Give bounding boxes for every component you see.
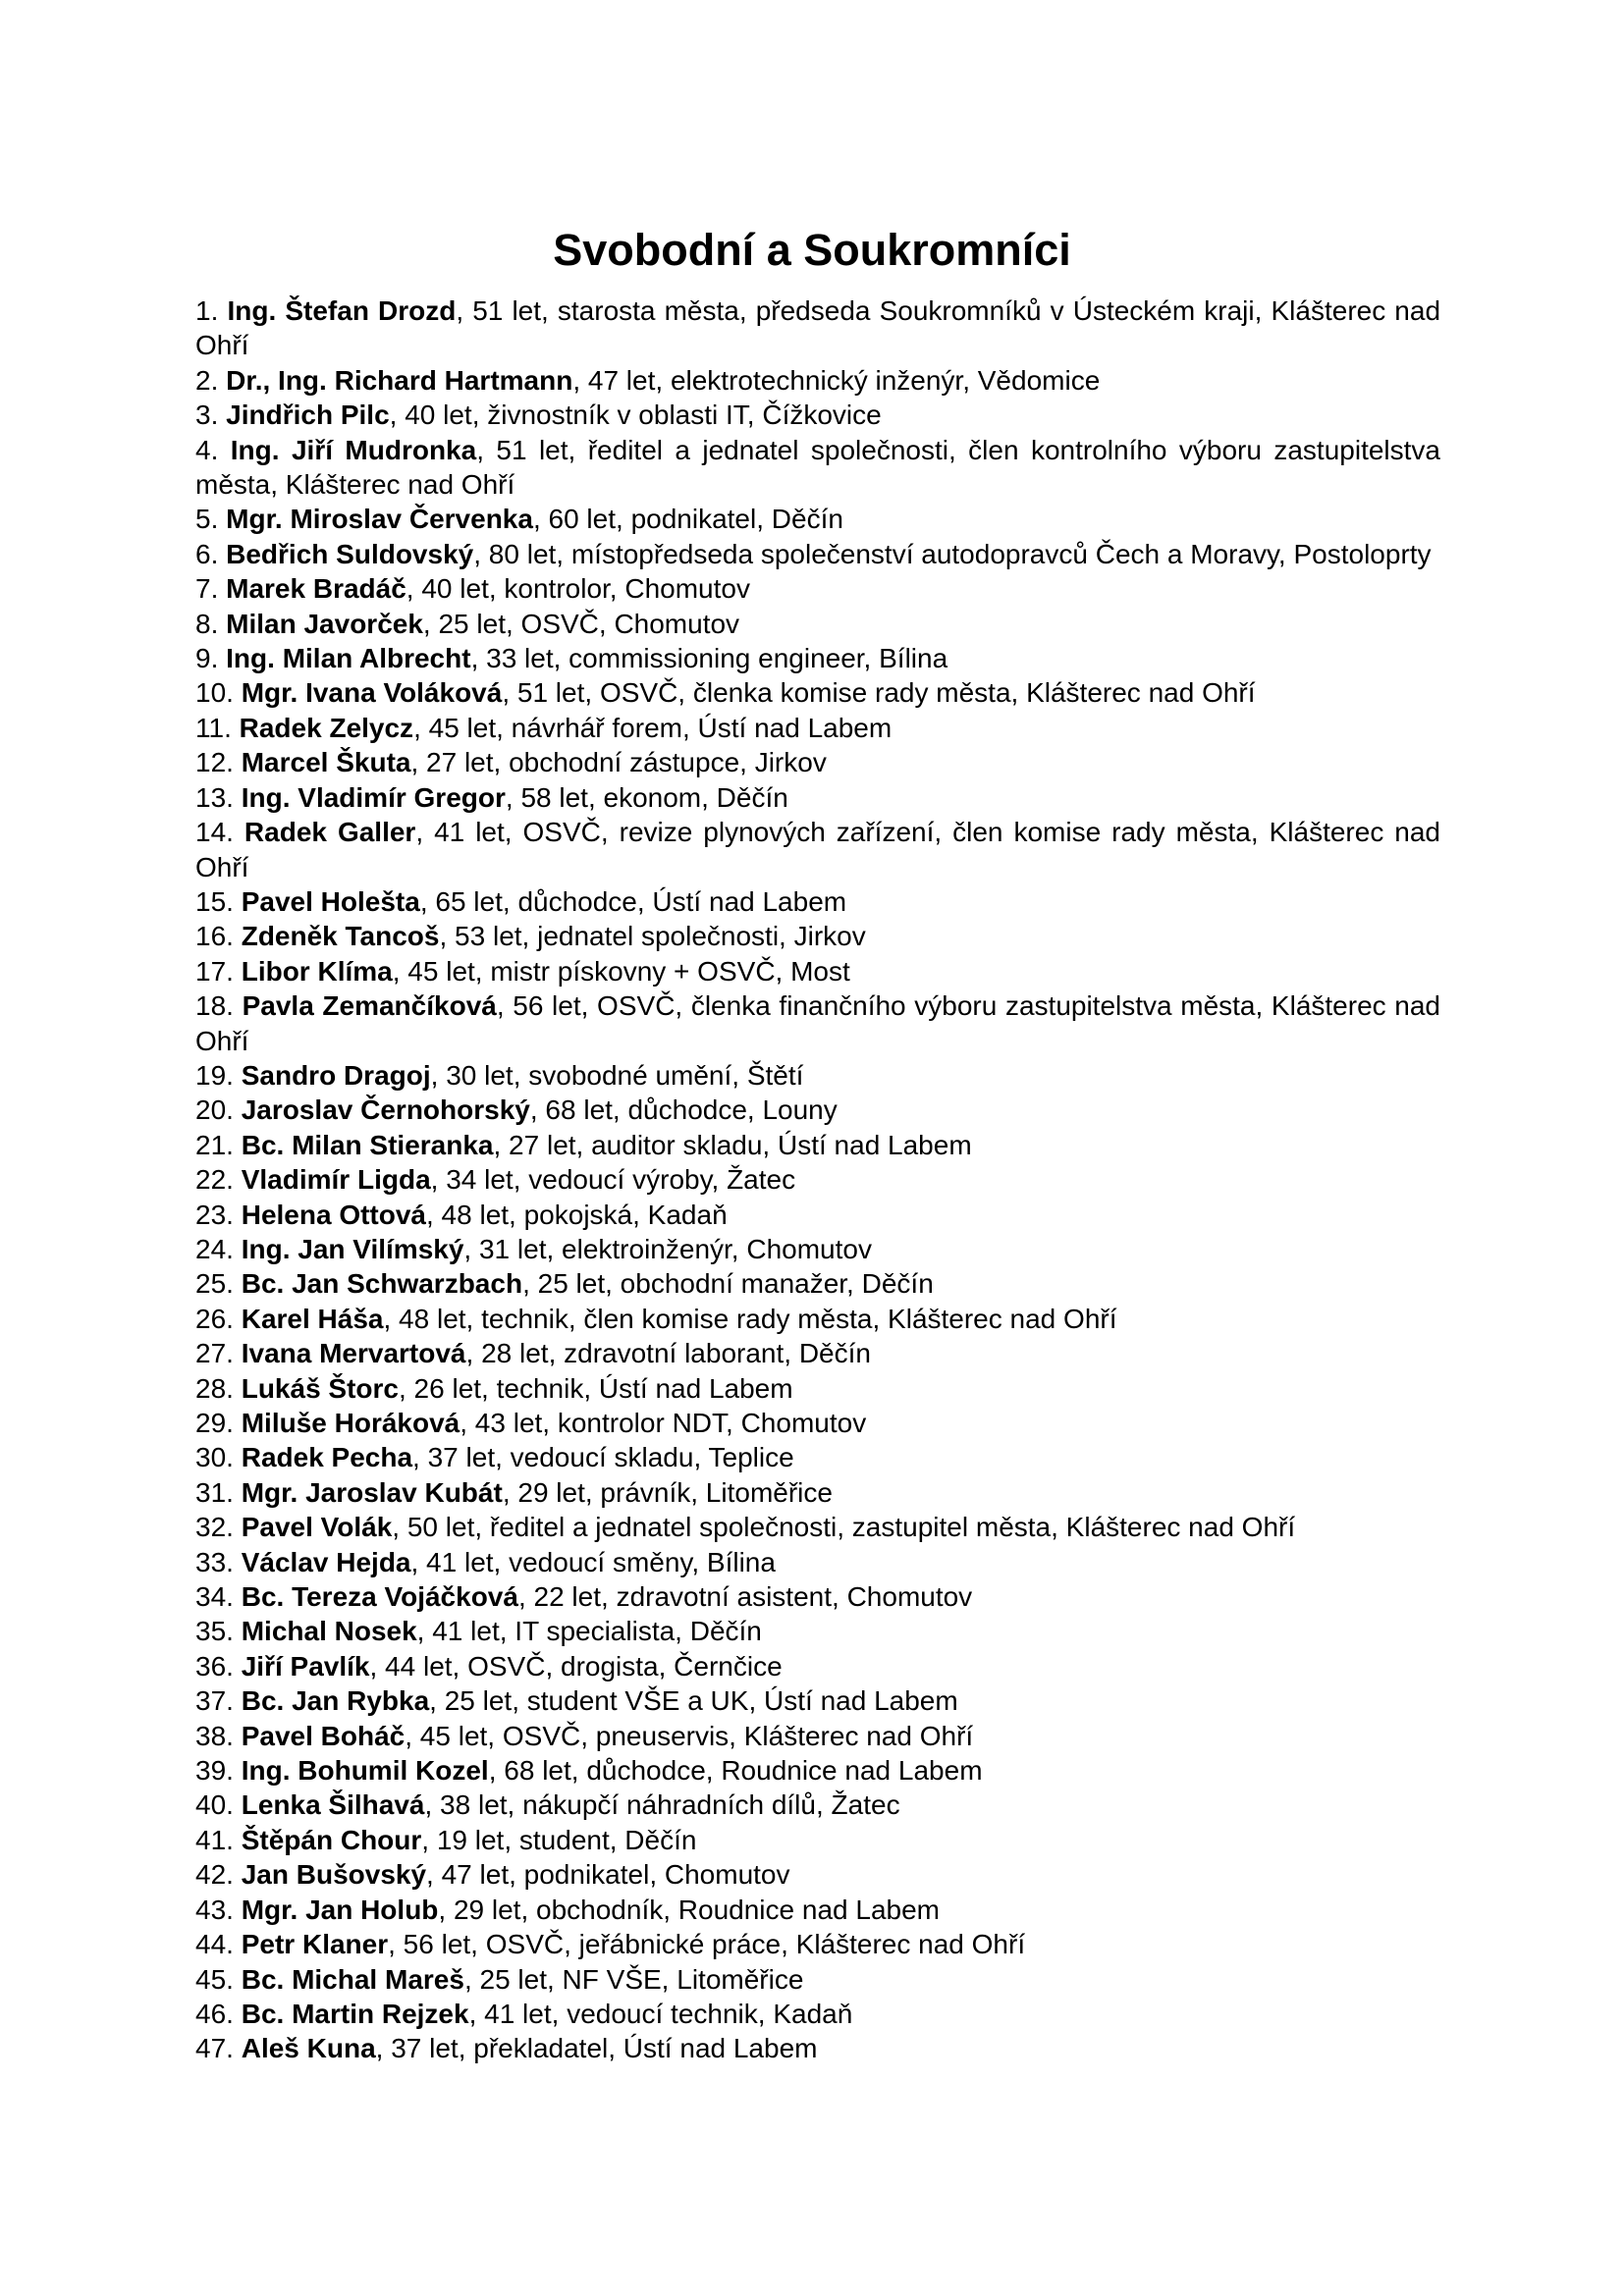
candidate-number: 6. <box>195 538 219 569</box>
list-item <box>195 1510 1440 1544</box>
candidate-details: , 41 let, IT specialista, Děčín <box>416 1616 762 1647</box>
list-item <box>195 1440 1440 1474</box>
list-item <box>195 2031 1440 2065</box>
candidate-number: 12. <box>195 747 234 778</box>
candidate-details: , 28 let, zdravotní laborant, Děčín <box>465 1338 871 1369</box>
candidate-number: 46. <box>195 1998 234 2029</box>
candidate-number: 19. <box>195 1059 234 1091</box>
candidate-details: , 41 let, vedoucí směny, Bílina <box>410 1546 776 1577</box>
list-item <box>195 1683 1440 1718</box>
candidate-name: Karel Háša <box>241 1303 384 1334</box>
candidate-details: , 45 let, návrhář forem, Ústí nad Labem <box>413 712 893 743</box>
list-item <box>195 815 1440 884</box>
candidate-details: , 30 let, svobodné umění, Štětí <box>430 1059 804 1091</box>
list-item <box>195 1198 1440 1232</box>
candidate-details: , 40 let, živnostník v oblasti IT, Čížkovice <box>389 400 882 431</box>
list-item <box>195 954 1440 988</box>
candidate-number: 40. <box>195 1789 234 1821</box>
candidate-name: Radek Galler <box>244 817 416 848</box>
candidate-name: Martin Rejzek <box>292 1998 469 2029</box>
candidate-name: Bedřich Suldovský <box>226 538 474 569</box>
list-item <box>195 1371 1440 1406</box>
candidate-number: 36. <box>195 1650 234 1682</box>
list-item <box>195 675 1440 710</box>
candidate-name: Jaroslav Černohorský <box>241 1095 530 1126</box>
candidate-number: 9. <box>195 643 219 674</box>
list-item <box>195 363 1440 398</box>
candidate-number: 7. <box>195 573 219 605</box>
candidate-number: 37. <box>195 1685 234 1717</box>
list-item <box>195 433 1440 503</box>
list-item <box>195 1093 1440 1127</box>
candidate-number: 14. <box>195 817 234 848</box>
candidate-title: Bc. <box>241 1963 285 1995</box>
candidate-name: Jan Rybka <box>292 1685 430 1717</box>
list-item <box>195 1302 1440 1336</box>
candidate-details: , 25 let, NF VŠE, Litoměřice <box>463 1963 804 1995</box>
candidate-details: , 27 let, auditor skladu, Ústí nad Labem <box>493 1129 972 1160</box>
list-item <box>195 711 1440 745</box>
candidate-details: , 51 let, OSVČ, členka komise rady města, Klášterec nad Ohří <box>502 677 1256 709</box>
list-item <box>195 294 1440 363</box>
candidate-number: 13. <box>195 781 234 813</box>
candidate-title: Ing. <box>226 643 275 674</box>
candidate-name: Marek Bradáč <box>226 573 406 605</box>
candidate-number: 26. <box>195 1303 234 1334</box>
candidate-name: Radek Pecha <box>241 1442 413 1473</box>
candidate-details: , 37 let, překladatel, Ústí nad Labem <box>375 2033 818 2064</box>
list-item <box>195 537 1440 571</box>
candidate-title: Ing. <box>230 434 280 465</box>
candidate-name: Zdeněk Tancoš <box>241 921 440 952</box>
candidate-details: , 51 let, starosta města, předseda Soukromníků v Ústeckém kraji, Klášterec nad Ohří <box>195 295 1441 361</box>
candidate-name: Tereza Vojáčková <box>292 1581 518 1613</box>
candidate-name: Miroslav Červenka <box>290 504 533 535</box>
candidate-details: , 45 let, OSVČ, pneuservis, Klášterec nad Ohří <box>405 1720 974 1751</box>
candidate-number: 41. <box>195 1824 234 1855</box>
candidate-number: 18. <box>195 990 234 1022</box>
candidate-name: Libor Klíma <box>241 955 393 987</box>
candidate-name: Milan Javorček <box>226 608 423 639</box>
candidate-details: , 80 let, místopředseda společenství autodopravců Čech a Moravy, Postoloprty <box>473 538 1432 569</box>
candidate-number: 42. <box>195 1859 234 1891</box>
candidate-details: , 47 let, podnikatel, Chomutov <box>426 1859 790 1891</box>
candidate-number: 27. <box>195 1338 234 1369</box>
candidate-name: Sandro Dragoj <box>241 1059 431 1091</box>
candidate-details: , 48 let, pokojská, Kadaň <box>426 1199 728 1230</box>
candidate-name: Jan Bušovský <box>241 1859 427 1891</box>
candidate-number: 47. <box>195 2033 234 2064</box>
candidate-details: , 25 let, student VŠE a UK, Ústí nad Labem <box>429 1685 958 1717</box>
candidate-number: 4. <box>195 434 219 465</box>
candidate-name: Ivana Voláková <box>305 677 503 709</box>
list-item <box>195 641 1440 675</box>
list-item <box>195 1962 1440 1997</box>
candidate-name: Jiří Mudronka <box>291 434 477 465</box>
candidate-details: , 65 let, důchodce, Ústí nad Labem <box>419 885 847 917</box>
candidate-title: Ing. <box>241 1233 291 1264</box>
candidate-name: Marcel Škuta <box>241 747 411 778</box>
candidate-details: , 25 let, obchodní manažer, Děčín <box>522 1268 934 1300</box>
candidate-number: 8. <box>195 608 219 639</box>
list-item <box>195 1232 1440 1266</box>
candidate-title: Ing. <box>227 295 277 326</box>
list-item <box>195 884 1440 919</box>
candidate-title: Ing. <box>241 781 291 813</box>
page-title: Svobodní a Soukromníci <box>553 225 1071 276</box>
candidate-name: Milan Albrecht <box>282 643 471 674</box>
candidate-name: Helena Ottová <box>241 1199 426 1230</box>
candidate-details: , 56 let, OSVČ, jeřábnické práce, Klášterec nad Ohří <box>388 1929 1026 1960</box>
candidate-name: Bohumil Kozel <box>298 1755 489 1787</box>
list-item <box>195 919 1440 953</box>
list-item <box>195 1927 1440 1961</box>
candidate-details: , 19 let, student, Děčín <box>421 1824 697 1855</box>
candidate-number: 21. <box>195 1129 234 1160</box>
candidate-title: Dr., Ing. <box>226 364 327 396</box>
list-item <box>195 571 1440 606</box>
list-item <box>195 398 1440 432</box>
candidate-list <box>195 294 1440 2066</box>
candidate-name: Václav Hejda <box>241 1546 411 1577</box>
list-item <box>195 1058 1440 1093</box>
list-item <box>195 1649 1440 1683</box>
candidate-name: Lukáš Štorc <box>241 1372 399 1404</box>
candidate-number: 10. <box>195 677 234 709</box>
candidate-details: , 40 let, kontrolor, Chomutov <box>406 573 750 605</box>
candidate-details: , 44 let, OSVČ, drogista, Černčice <box>369 1650 783 1682</box>
candidate-number: 16. <box>195 921 234 952</box>
candidate-name: Petr Klaner <box>241 1929 389 1960</box>
candidate-name: Radek Zelycz <box>239 712 414 743</box>
candidate-details: , 25 let, OSVČ, Chomutov <box>422 608 740 639</box>
candidate-details: , 29 let, obchodník, Roudnice nad Labem <box>438 1894 940 1925</box>
candidate-name: Pavel Holešta <box>241 885 420 917</box>
list-item <box>195 1336 1440 1370</box>
candidate-number: 2. <box>195 364 219 396</box>
list-item <box>195 1753 1440 1788</box>
list-item <box>195 1788 1440 1822</box>
list-item <box>195 1997 1440 2031</box>
candidate-name: Jan Vilímský <box>298 1233 464 1264</box>
list-item <box>195 988 1440 1058</box>
list-item <box>195 1719 1440 1753</box>
candidate-title: Bc. <box>241 1685 285 1717</box>
candidate-number: 30. <box>195 1442 234 1473</box>
candidate-title: Mgr. <box>241 677 298 709</box>
candidate-details: , 45 let, mistr pískovny + OSVČ, Most <box>392 955 850 987</box>
candidate-name: Pavel Boháč <box>241 1720 406 1751</box>
candidate-details: , 27 let, obchodní zástupce, Jirkov <box>410 747 827 778</box>
candidate-name: Vladimír Gregor <box>298 781 506 813</box>
list-item <box>195 1162 1440 1197</box>
candidate-name: Richard Hartmann <box>334 364 573 396</box>
candidate-details: , 31 let, elektroinženýr, Chomutov <box>463 1233 872 1264</box>
candidate-title: Bc. <box>241 1581 285 1613</box>
candidate-number: 11. <box>195 712 232 743</box>
candidate-title: Bc. <box>241 1268 285 1300</box>
candidate-number: 29. <box>195 1408 234 1438</box>
candidate-details: , 37 let, vedoucí skladu, Teplice <box>412 1442 794 1473</box>
candidate-number: 25. <box>195 1268 234 1300</box>
candidate-details: , 50 let, ředitel a jednatel společnosti, zastupitel města, Klášterec nad Ohří <box>392 1512 1296 1543</box>
candidate-number: 15. <box>195 885 234 917</box>
candidate-details: , 29 let, právník, Litoměřice <box>502 1476 833 1508</box>
candidate-name: Miluše Horáková <box>241 1408 460 1438</box>
candidate-number: 38. <box>195 1720 234 1751</box>
candidate-details: , 68 let, důchodce, Louny <box>529 1095 838 1126</box>
list-item <box>195 780 1440 815</box>
candidate-number: 33. <box>195 1546 234 1577</box>
candidate-details: , 41 let, vedoucí technik, Kadaň <box>468 1998 853 2029</box>
candidate-number: 1. <box>195 295 219 326</box>
candidate-name: Jiří Pavlík <box>241 1650 370 1682</box>
candidate-details: , 48 let, technik, člen komise rady města, Klášterec nad Ohří <box>383 1303 1117 1334</box>
list-item <box>195 607 1440 641</box>
list-item <box>195 1823 1440 1857</box>
candidate-name: Štěpán Chour <box>241 1824 422 1855</box>
list-item <box>195 1857 1440 1892</box>
candidate-name: Aleš Kuna <box>241 2033 376 2064</box>
candidate-details: , 43 let, kontrolor NDT, Chomutov <box>460 1408 867 1438</box>
candidate-details: , 60 let, podnikatel, Děčín <box>532 504 843 535</box>
candidate-title: Mgr. <box>241 1894 298 1925</box>
candidate-number: 28. <box>195 1372 234 1404</box>
candidate-name: Vladimír Ligda <box>241 1164 431 1196</box>
candidate-details: , 34 let, vedoucí výroby, Žatec <box>430 1164 796 1196</box>
candidate-number: 5. <box>195 504 219 535</box>
candidate-title: Mgr. <box>241 1476 298 1508</box>
candidate-details: , 22 let, zdravotní asistent, Chomutov <box>517 1581 973 1613</box>
candidate-name: Jan Holub <box>305 1894 439 1925</box>
candidate-name: Milan Stieranka <box>292 1129 494 1160</box>
candidate-number: 23. <box>195 1199 234 1230</box>
list-item <box>195 1475 1440 1510</box>
list-item <box>195 1545 1440 1579</box>
candidate-title: Bc. <box>241 1129 285 1160</box>
candidate-name: Jan Schwarzbach <box>292 1268 523 1300</box>
candidate-details: , 41 let, OSVČ, revize plynových zařízení, člen komise rady města, Klášterec nad Ohří <box>195 817 1441 882</box>
candidate-details: , 26 let, technik, Ústí nad Labem <box>399 1372 793 1404</box>
candidate-name: Jindřich Pilc <box>226 400 390 431</box>
candidate-details: , 56 let, OSVČ, členka finančního výboru zastupitelstva města, Klášterec nad Ohří <box>195 990 1441 1056</box>
candidate-name: Ivana Mervartová <box>241 1338 466 1369</box>
candidate-details: , 51 let, ředitel a jednatel společnosti, člen kontrolního výboru zastupitelstva města, Klášterec nad Ohří <box>195 434 1441 501</box>
list-item <box>195 1128 1440 1162</box>
list-item <box>195 1406 1440 1440</box>
list-item <box>195 1893 1440 1927</box>
candidate-name: Michal Mareš <box>292 1963 464 1995</box>
candidate-title: Mgr. <box>226 504 283 535</box>
list-item <box>195 1614 1440 1648</box>
list-item <box>195 502 1440 536</box>
candidate-details: , 47 let, elektrotechnický inženýr, Vědomice <box>572 364 1101 396</box>
candidate-number: 24. <box>195 1233 234 1264</box>
candidate-details: , 53 let, jednatel společnosti, Jirkov <box>439 921 866 952</box>
candidate-details: , 38 let, nákupčí náhradních dílů, Žatec <box>424 1789 900 1821</box>
candidate-number: 39. <box>195 1755 234 1787</box>
candidate-number: 43. <box>195 1894 234 1925</box>
candidate-number: 17. <box>195 955 234 987</box>
candidate-name: Jaroslav Kubát <box>305 1476 503 1508</box>
candidate-title: Bc. <box>241 1998 285 2029</box>
candidate-number: 32. <box>195 1512 234 1543</box>
candidate-number: 20. <box>195 1095 234 1126</box>
candidate-number: 34. <box>195 1581 234 1613</box>
list-item <box>195 1579 1440 1614</box>
candidate-number: 44. <box>195 1929 234 1960</box>
list-item <box>195 745 1440 779</box>
candidate-name: Štefan Drozd <box>285 295 457 326</box>
candidate-details: , 68 let, důchodce, Roudnice nad Labem <box>488 1755 983 1787</box>
candidate-number: 45. <box>195 1963 234 1995</box>
candidate-details: , 33 let, commissioning engineer, Bílina <box>470 643 948 674</box>
candidate-name: Michal Nosek <box>241 1616 417 1647</box>
candidate-name: Pavla Zemančíková <box>242 990 497 1022</box>
candidate-name: Lenka Šilhavá <box>241 1789 425 1821</box>
list-item <box>195 1266 1440 1301</box>
candidate-details: , 58 let, ekonom, Děčín <box>505 781 788 813</box>
candidate-title: Ing. <box>241 1755 291 1787</box>
candidate-name: Pavel Volák <box>241 1512 393 1543</box>
candidate-number: 22. <box>195 1164 234 1196</box>
candidate-number: 3. <box>195 400 219 431</box>
candidate-number: 35. <box>195 1616 234 1647</box>
candidate-number: 31. <box>195 1476 234 1508</box>
